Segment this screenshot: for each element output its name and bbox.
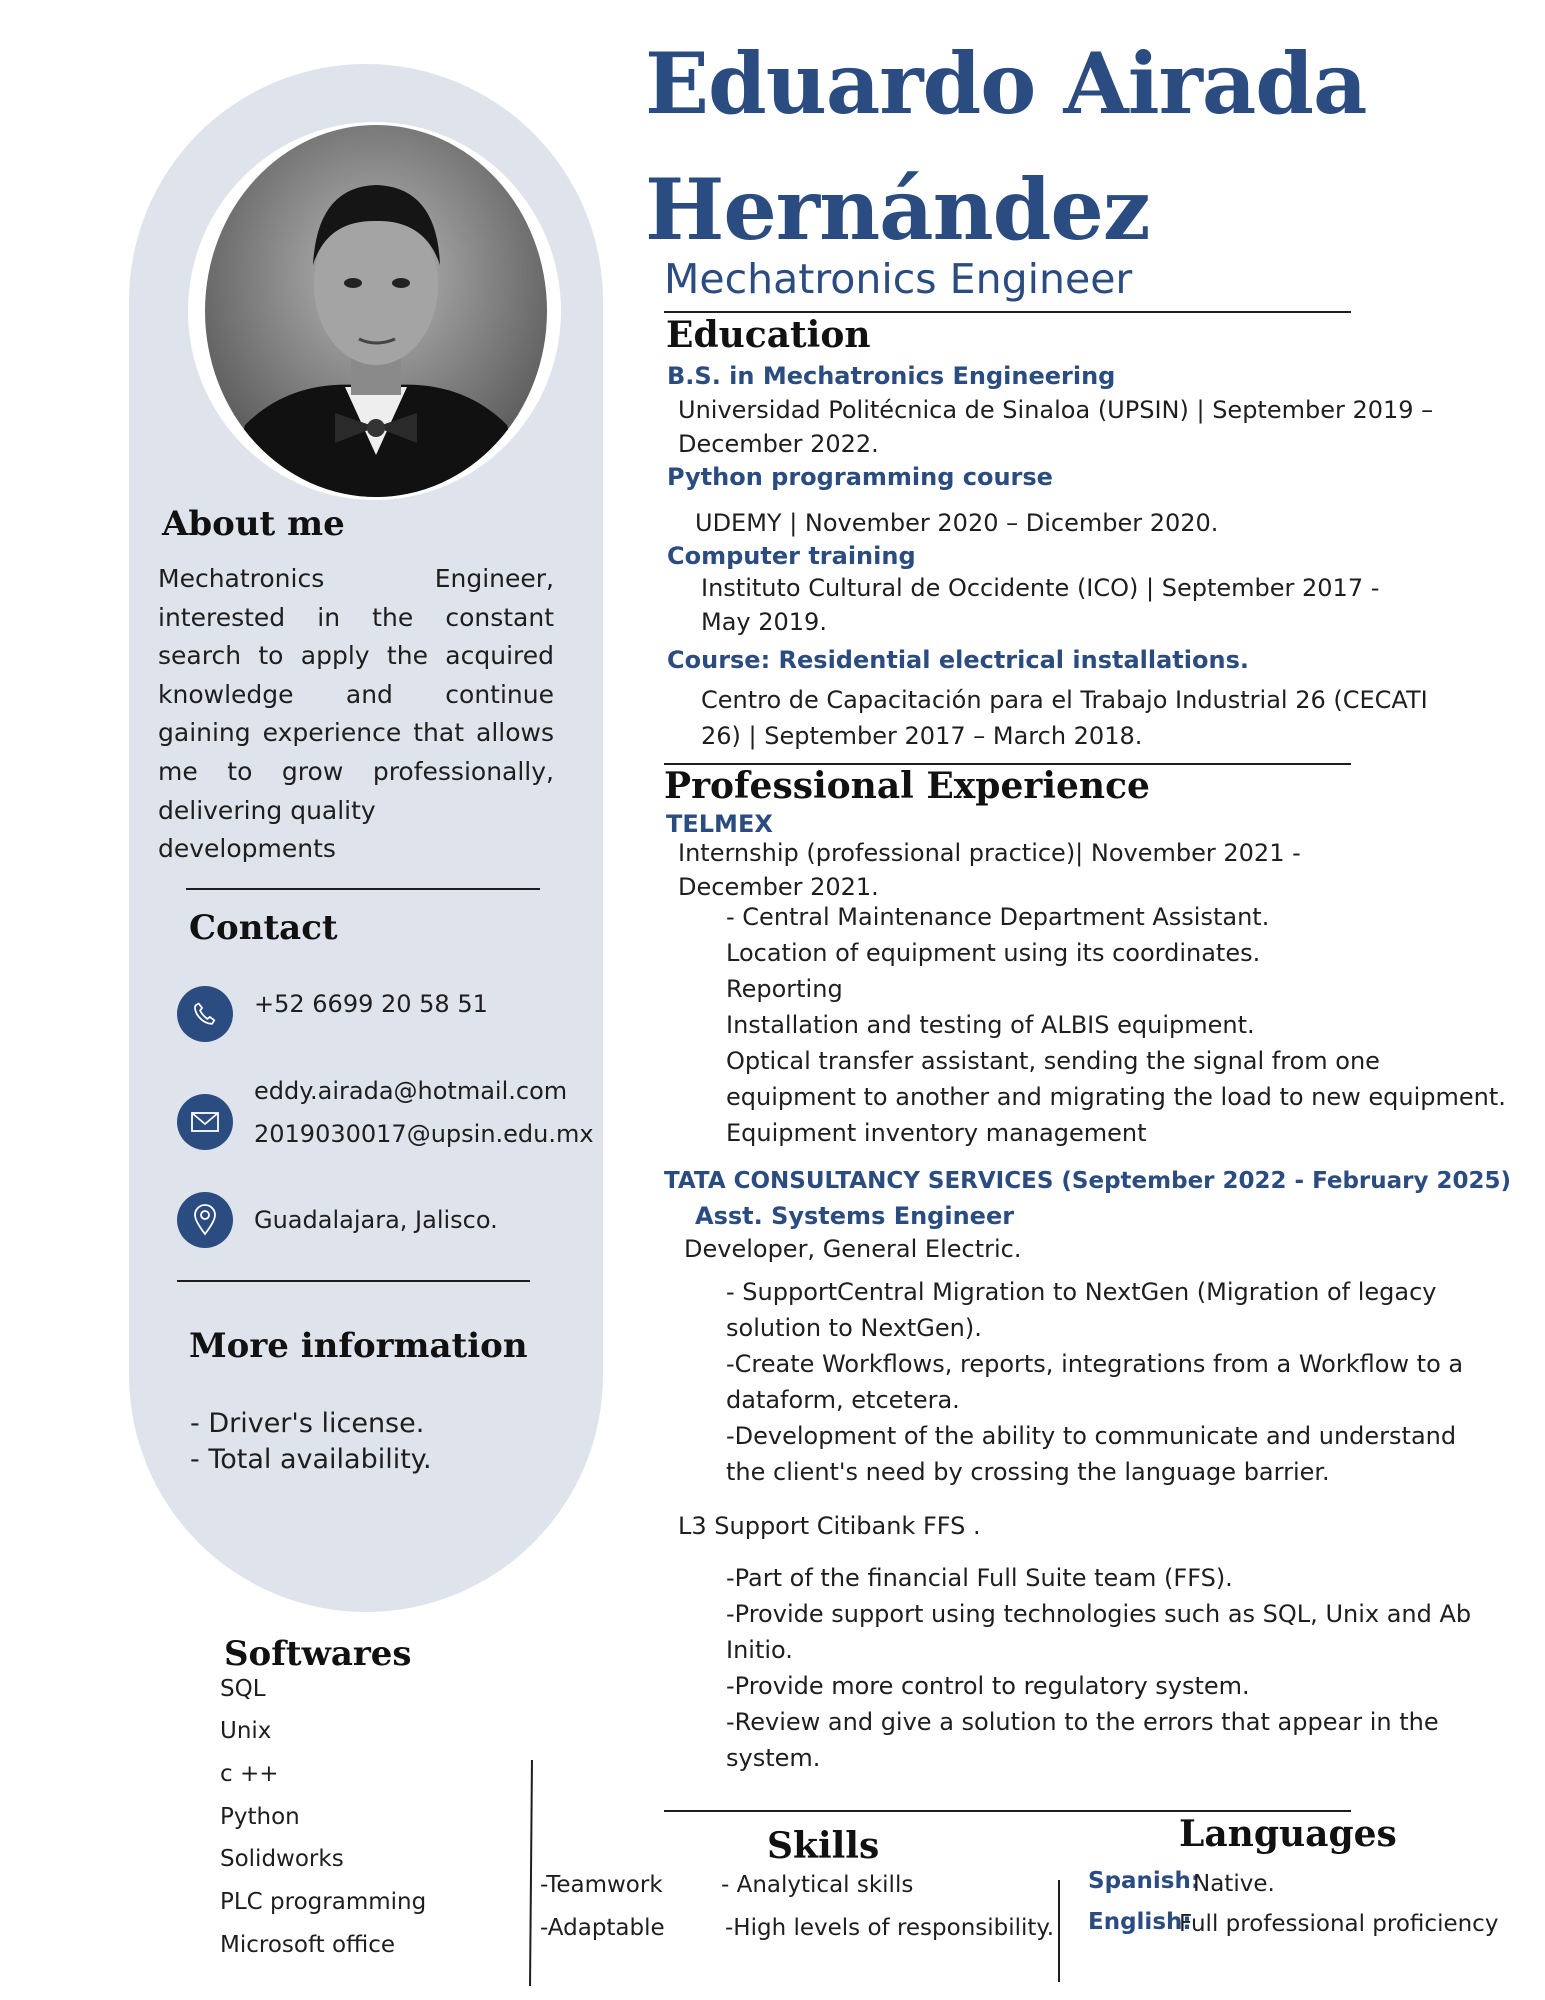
software-item: Python xyxy=(220,1804,300,1830)
task-item: Location of equipment using its coordinates. xyxy=(726,939,1261,967)
education-detail: May 2019. xyxy=(701,608,827,636)
more-info-item: - Total availability. xyxy=(190,1444,432,1475)
task-item: -Development of the ability to communicate and understand xyxy=(726,1422,1457,1450)
education-detail: 26) | September 2017 – March 2018. xyxy=(701,722,1143,750)
task-item: -Review and give a solution to the errors that appear in the xyxy=(726,1708,1439,1736)
task-item: the client's need by crossing the language barrier. xyxy=(726,1458,1330,1486)
skill-item: -Teamwork xyxy=(540,1872,663,1898)
language-name: English: xyxy=(1088,1909,1192,1935)
task-item: dataform, etcetera. xyxy=(726,1386,960,1414)
phone-icon xyxy=(177,986,233,1042)
education-title: Python programming course xyxy=(667,463,1053,491)
education-title: Computer training xyxy=(667,542,916,570)
software-item: Microsoft office xyxy=(220,1932,396,1958)
task-item: solution to NextGen). xyxy=(726,1314,982,1342)
task-item: - SupportCentral Migration to NextGen (Migration of legacy xyxy=(726,1278,1437,1306)
company-telmex: TELMEX xyxy=(666,810,773,838)
software-item: SQL xyxy=(220,1676,266,1702)
contact-phone[interactable]: +52 6699 20 58 51 xyxy=(254,990,488,1018)
task-item: system. xyxy=(726,1744,821,1772)
divider xyxy=(664,311,1351,313)
divider xyxy=(177,1280,530,1282)
divider xyxy=(186,888,540,890)
project-title: Developer, General Electric. xyxy=(684,1235,1022,1263)
more-info-item: - Driver's license. xyxy=(190,1408,425,1439)
skill-item: - Analytical skills xyxy=(721,1872,914,1898)
experience-heading: Professional Experience xyxy=(664,765,1150,807)
education-title: B.S. in Mechatronics Engineering xyxy=(667,362,1116,390)
contact-email-2[interactable]: 2019030017@upsin.edu.mx xyxy=(254,1120,594,1148)
skills-heading: Skills xyxy=(767,1825,880,1867)
divider xyxy=(664,1810,1351,1812)
softwares-heading: Softwares xyxy=(224,1634,412,1674)
contact-heading: Contact xyxy=(189,908,338,948)
software-item: Unix xyxy=(220,1718,272,1744)
education-title: Course: Residential electrical installations. xyxy=(667,646,1249,674)
about-paragraph: Mechatronics Engineer, interested in the constant search to apply the acquired knowledge and continue gaining experience that allows me to grow professionally, delivering quality xyxy=(158,564,554,825)
task-item: -Provide more control to regulatory system. xyxy=(726,1672,1250,1700)
education-detail: December 2022. xyxy=(678,430,879,458)
language-name: Spanish: xyxy=(1088,1868,1201,1894)
name-line-1: Eduardo Airada xyxy=(645,34,1367,133)
task-item: Installation and testing of ALBIS equipment. xyxy=(726,1011,1255,1039)
job-detail: Internship (professional practice)| November 2021 - xyxy=(678,839,1301,867)
company-tcs: TATA CONSULTANCY SERVICES (September 2022 - February 2025) xyxy=(664,1168,1512,1194)
profile-photo xyxy=(205,125,547,497)
task-item: -Part of the financial Full Suite team (FFS). xyxy=(726,1564,1233,1592)
education-heading: Education xyxy=(666,314,871,356)
languages-heading: Languages xyxy=(1179,1813,1397,1855)
task-item: Initio. xyxy=(726,1636,793,1664)
skill-item: -Adaptable xyxy=(540,1915,665,1941)
project-title: L3 Support Citibank FFS . xyxy=(678,1512,981,1540)
skill-item: -High levels of responsibility. xyxy=(725,1915,1055,1941)
software-item: Solidworks xyxy=(220,1846,344,1872)
task-item: - Central Maintenance Department Assistant. xyxy=(726,903,1270,931)
location-pin-icon xyxy=(177,1192,233,1248)
task-item: equipment to another and migrating the load to new equipment. xyxy=(726,1083,1506,1111)
task-item: -Provide support using technologies such as SQL, Unix and Ab xyxy=(726,1600,1472,1628)
more-info-heading: More information xyxy=(189,1326,528,1366)
task-item: Equipment inventory management xyxy=(726,1119,1147,1147)
mail-icon xyxy=(177,1094,233,1150)
task-item: -Create Workflows, reports, integrations from a Workflow to a xyxy=(726,1350,1464,1378)
job-detail: December 2021. xyxy=(678,873,879,901)
language-level: Full professional proficiency xyxy=(1179,1911,1499,1937)
task-item: Optical transfer assistant, sending the signal from one xyxy=(726,1047,1380,1075)
job-title: Mechatronics Engineer xyxy=(664,255,1133,303)
about-heading: About me xyxy=(162,504,345,544)
language-level: Native. xyxy=(1193,1871,1275,1897)
education-detail: Centro de Capacitación para el Trabajo Industrial 26 (CECATI xyxy=(701,686,1428,714)
about-paragraph-end: developments xyxy=(158,834,336,864)
name-line-2: Hernández xyxy=(645,160,1150,259)
vertical-divider xyxy=(1058,1880,1060,1982)
software-item: PLC programming xyxy=(220,1889,427,1915)
software-item: c ++ xyxy=(220,1761,279,1787)
task-item: Reporting xyxy=(726,975,843,1003)
contact-location: Guadalajara, Jalisco. xyxy=(254,1206,498,1234)
education-detail: UDEMY | November 2020 – Dicember 2020. xyxy=(695,509,1219,537)
education-detail: Universidad Politécnica de Sinaloa (UPSIN) | September 2019 – xyxy=(678,396,1434,424)
job-role: Asst. Systems Engineer xyxy=(695,1202,1015,1230)
about-text xyxy=(158,560,554,869)
contact-email-1[interactable]: eddy.airada@hotmail.com xyxy=(254,1077,568,1105)
education-detail: Instituto Cultural de Occidente (ICO) | September 2017 - xyxy=(701,574,1380,602)
vertical-divider xyxy=(529,1760,533,1986)
